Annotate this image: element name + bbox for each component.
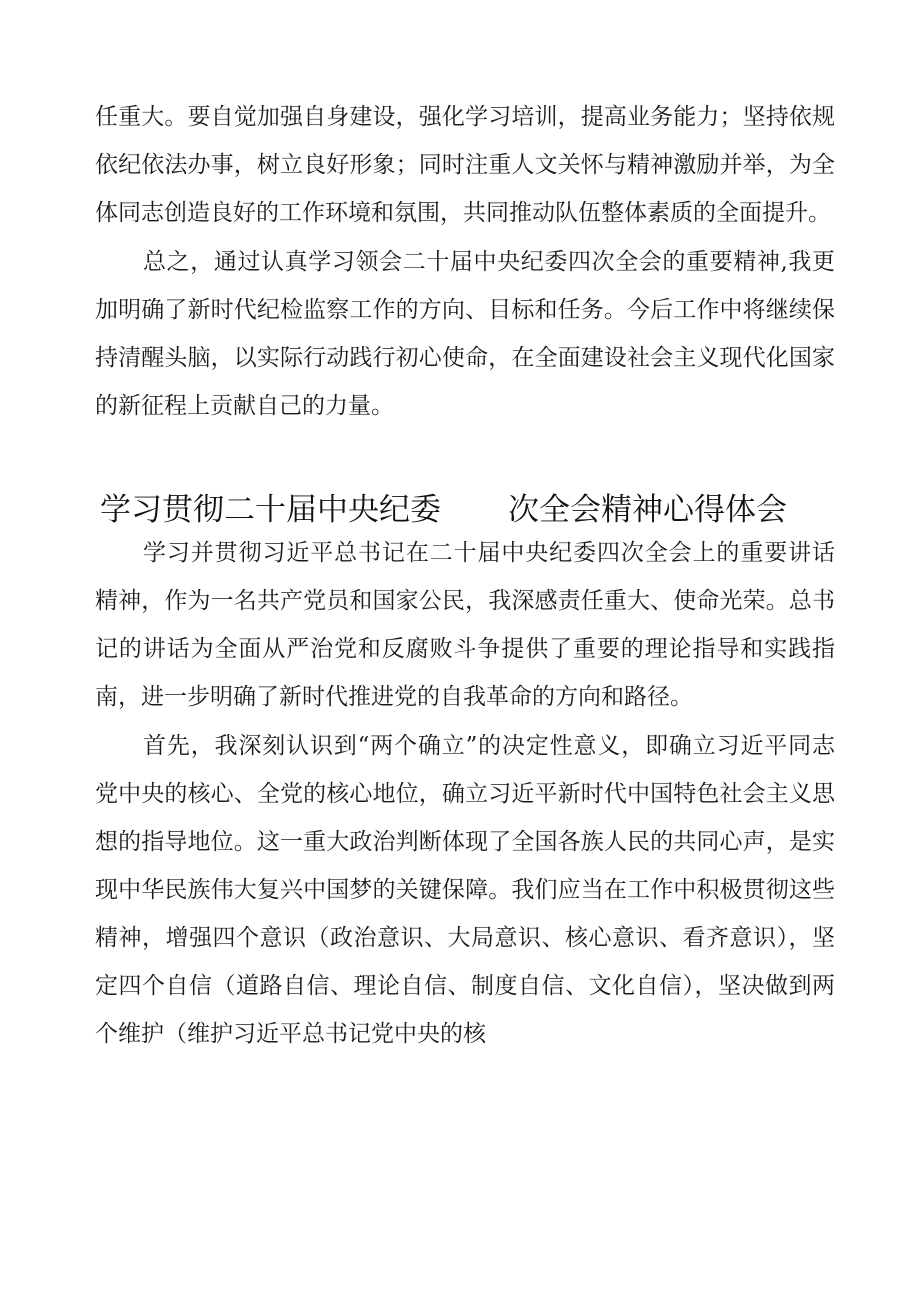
paragraph-line: 总之，通过认真学习领会二十届中央纪委四次全会的重要精神,我更 — [143, 249, 835, 275]
paragraph-line: 党中央的核心、全党的核心地位，确立习近平新时代中国特色社会主义思 — [95, 781, 835, 807]
paragraph-line: 体同志创造良好的工作环境和氛围，共同推动队伍整体素质的全面提升。 — [95, 200, 831, 226]
article-title — [100, 490, 820, 530]
paragraph-line: 现中华民族伟大复兴中国梦的关键保障。我们应当在工作中积极贯彻这些 — [95, 877, 835, 903]
paragraph-line: 想的指导地位。这一重大政治判断体现了全国各族人民的共同心声，是实 — [95, 829, 835, 855]
paragraph-line: 学习并贯彻习近平总书记在二十届中央纪委四次全会上的重要讲话 — [143, 540, 835, 566]
paragraph-line: 精神，增强四个意识（政治意识、大局意识、核心意识、看齐意识），坚 — [95, 925, 835, 951]
paragraph-line: 持清醒头脑，以实际行动践行初心使命，在全面建设社会主义现代化国家 — [95, 345, 835, 371]
paragraph-line: 定四个自信（道路自信、理论自信、制度自信、文化自信），坚决做到两 — [95, 973, 835, 999]
paragraph-line: 首先，我深刻认识到“两个确立”的决定性意义，即确立习近平同志 — [143, 733, 835, 759]
paragraph-line: 加明确了新时代纪检监察工作的方向、目标和任务。今后工作中将继续保 — [95, 297, 835, 323]
paragraph-line: 南，进一步明确了新时代推进党的自我革命的方向和路径。 — [95, 684, 693, 710]
paragraph-line: 个维护（维护习近平总书记党中央的核 — [95, 1021, 486, 1047]
paragraph-line: 依纪依法办事，树立良好形象；同时注重人文关怀与精神激励并举，为全 — [95, 152, 835, 178]
paragraph-line: 任重大。要自觉加强自身建设，强化学习培训，提高业务能力；坚持依规 — [95, 104, 835, 130]
article-title-part-a: 学习贯彻二十届中央纪委 — [100, 492, 441, 528]
paragraph-line: 记的讲话为全面从严治党和反腐败斗争提供了重要的理论指导和实践指 — [95, 636, 835, 662]
paragraph-line: 精神，作为一名共产党员和国家公民，我深感责任重大、使命光荣。总书 — [95, 588, 835, 614]
article-title-part-b: 次全会精神心得体会 — [508, 492, 787, 528]
paragraph-line: 的新征程上贡献自己的力量。 — [95, 393, 394, 419]
